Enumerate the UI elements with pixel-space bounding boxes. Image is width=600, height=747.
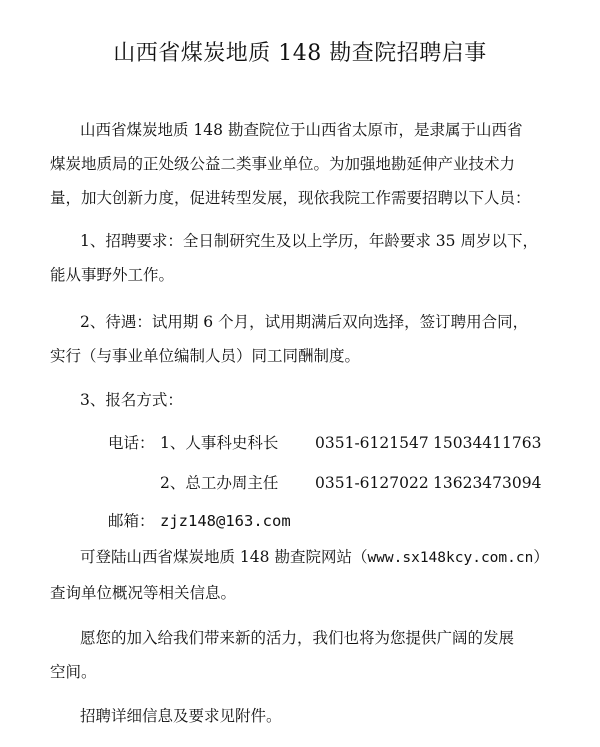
closing-line-1: 愿您的加入给我们带来新的活力，我们也将为您提供广阔的发展 [80, 629, 515, 647]
attachment-note: 招聘详细信息及要求见附件。 [80, 707, 282, 725]
intro-line-3: 量，加大创新力度，促进转型发展，现依我院工作需要招聘以下人员： [50, 189, 531, 207]
closing-line-2: 空间。 [50, 663, 97, 681]
website-line-2: 查询单位概况等相关信息。 [50, 584, 237, 602]
contact-1-name: 1、人事科史科长 [160, 434, 279, 452]
apply-heading: 3、报名方式： [80, 391, 183, 409]
contact-1-tel: 0351-6121547 [315, 434, 429, 452]
website-prefix: 可登陆山西省煤炭地质 148 勘查院网站（ [80, 548, 368, 566]
contact-2-name: 2、总工办周主任 [160, 474, 279, 492]
phone-label: 电话： [108, 434, 155, 452]
pay-line-2: 实行（与事业单位编制人员）同工同酬制度。 [50, 347, 361, 365]
page-title: 山西省煤炭地质 148 勘查院招聘启事 [113, 41, 487, 66]
contact-1-mobile: 15034411763 [433, 434, 542, 452]
contact-2-tel: 0351-6127022 [315, 474, 429, 492]
email-link[interactable]: zjz148@163.com [160, 512, 291, 530]
intro-line-2: 煤炭地质局的正处级公益二类事业单位。为加强地勘延伸产业技术力 [50, 155, 516, 173]
intro-line-1: 山西省煤炭地质 148 勘查院位于山西省太原市，是隶属于山西省 [80, 121, 523, 139]
website-suffix: ） [533, 548, 549, 566]
requirement-line-1: 1、招聘要求：全日制研究生及以上学历，年龄要求 35 周岁以下， [80, 232, 538, 250]
email-label: 邮箱： [108, 512, 155, 530]
requirement-line-2: 能从事野外工作。 [50, 266, 175, 284]
pay-line-1: 2、待遇：试用期 6 个月，试用期满后双向选择，签订聘用合同， [80, 313, 529, 331]
website-line-1 [80, 547, 549, 568]
website-url-link[interactable]: www.sx148kcy.com.cn [367, 550, 534, 566]
contact-2-mobile: 13623473094 [433, 474, 542, 492]
